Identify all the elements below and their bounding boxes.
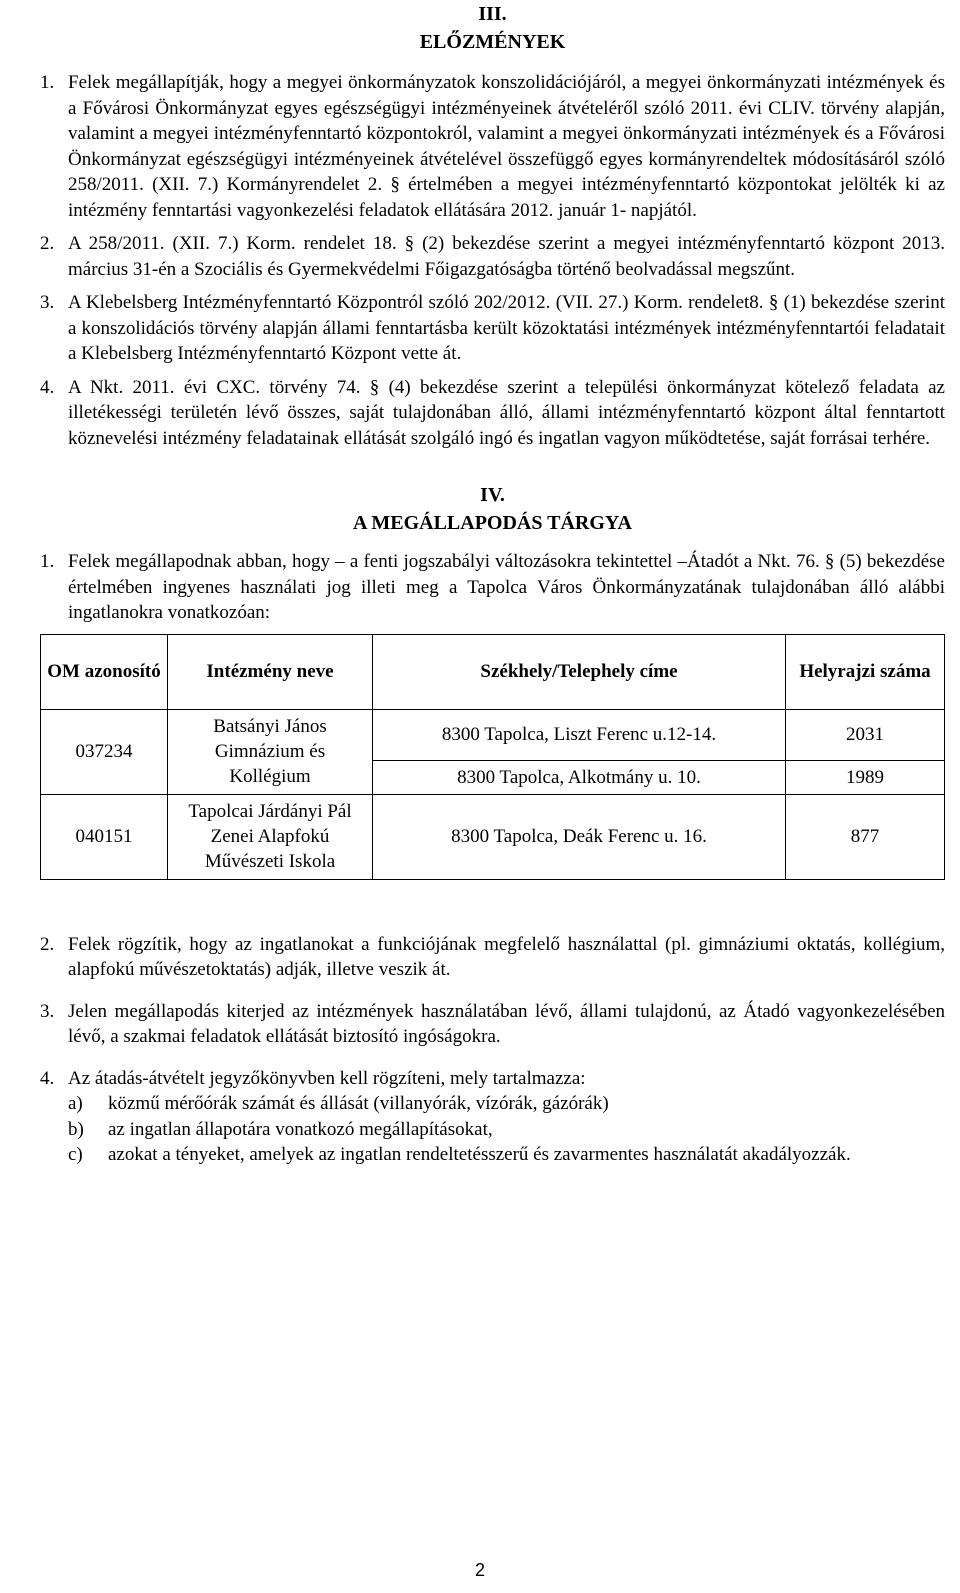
name-cell: Tapolcai Járdányi Pál Zenei Alapfokú Művészeti Iskola (168, 794, 373, 879)
section-4-item-2 (40, 932, 945, 983)
address-cell: 8300 Tapolca, Liszt Ferenc u.12-14. (373, 709, 786, 760)
item-text: Az átadás-átvételt jegyzőkönyvben kell rögzíteni, mely tartalmazza: (68, 1067, 586, 1089)
hrsz-cell: 1989 (786, 760, 945, 794)
item-number: 4. (40, 376, 55, 398)
om-cell: 040151 (41, 794, 168, 879)
list-item-letter: a) (68, 1093, 83, 1114)
list-item-text: az ingatlan állapotára vonatkozó megállapításokat, (108, 1118, 493, 1140)
item-number: 3. (40, 292, 55, 313)
list-item (40, 1091, 945, 1117)
section-3-item-1 (40, 70, 945, 223)
section-3-roman: III. (478, 3, 507, 25)
table-header-row (41, 634, 945, 709)
section-3-item-4 (40, 375, 945, 452)
table-row (41, 794, 945, 879)
section-3-item-3 (40, 290, 945, 367)
list-item (40, 1117, 945, 1143)
item-text: A 258/2011. (XII. 7.) Korm. rendelet 18. § (2) bekezdése szerint a megyei intézményfenntartó központ 2013. március 31-én a Szociális és Gyermekvédelmi Főigazgatóságba történő beolvadással megszűnt. (68, 233, 945, 280)
om-cell: 037234 (41, 709, 168, 794)
item-number: 1. (40, 72, 55, 93)
item-number: 4. (40, 1067, 55, 1089)
item-number: 2. (40, 233, 55, 254)
section-4-title: A MEGÁLLAPODÁS TÁRGYA (353, 512, 632, 534)
section-4-item-3 (40, 999, 945, 1050)
item-text: A Klebelsberg Intézményfenntartó Központról szóló 202/2012. (VII. 27.) Korm. rendelet8. § (1) bekezdése szerint a konszolidációs törvény alapján állami fenntartásba került közoktatási intézmények intézményfenntartói feladatait a Klebelsberg Intézményfenntartó Központ vette át. (68, 292, 945, 364)
list-item-letter: c) (68, 1144, 83, 1165)
header-hrsz: Helyrajzi száma (786, 634, 945, 709)
header-address: Székhely/Telephely címe (373, 634, 786, 709)
page-number: 2 (474, 1560, 485, 1580)
section-4-item-1 (40, 549, 945, 626)
item-number: 1. (40, 551, 55, 572)
list-item-text: közmű mérőórák számát és állását (villanyórák, vízórák, gázórák) (108, 1093, 609, 1114)
document-page (40, 0, 945, 1168)
section-3-item-2 (40, 231, 945, 282)
hrsz-cell: 2031 (786, 709, 945, 760)
section-4-roman: IV. (480, 484, 505, 506)
item-text: Felek megállapodnak abban, hogy – a fenti jogszabályi változásokra tekintettel –Átadót a Nkt. 76. § (5) bekezdése értelmében ingyenes használati jog illeti meg a Tapolca Város Önkormányzatának tulajdonában álló alábbi ingatlanokra vonatkozóan: (68, 551, 945, 623)
table-row (41, 709, 945, 760)
item-number: 3. (40, 1000, 55, 1022)
item-text: Felek megállapítják, hogy a megyei önkormányzatok konszolidációjáról, a megyei önkormányzati intézmények és a Fővárosi Önkormányzat egyes egészségügyi intézményeinek átvételéről szóló 2011. évi CLIV. törvény alapján, valamint a megyei intézményfenntartó központokról, valamint a megyei önkormányzati intézmények és a Fővárosi Önkormányzat egészségügyi intézményeinek átvételével összefüggő egyes kormányrendeltek módosításáról szóló 258/2011. (XII. 7.) Kormányrendelet 2. § értelmében a megyei intézményfenntartó központokat jelölték ki az intézmény fenntartási vagyonkezelési feladatok ellátására 2012. január 1- napjától. (68, 72, 945, 221)
section-4-item-4 (40, 1066, 945, 1092)
list-item-text: azokat a tényeket, amelyek az ingatlan rendeltetésszerű és zavarmentes használatát akadályozzák. (108, 1144, 851, 1165)
address-cell: 8300 Tapolca, Alkotmány u. 10. (373, 760, 786, 794)
address-cell: 8300 Tapolca, Deák Ferenc u. 16. (373, 794, 786, 879)
item-text: Jelen megállapodás kiterjed az intézmények használatában lévő, állami tulajdonú, az Átadó vagyonkezelésében lévő, a szakmai feladatok ellátását biztosító ingóságokra. (68, 1000, 945, 1047)
item-number: 2. (40, 933, 55, 955)
header-name: Intézmény neve (168, 634, 373, 709)
header-om: OM azonosító (41, 634, 168, 709)
item-text: Felek rögzítik, hogy az ingatlanokat a funkciójának megfelelő használattal (pl. gimnáziumi oktatás, kollégium, alapfokú művészetoktatás) adják, illetve veszik át. (68, 933, 945, 980)
list-item-letter: b) (68, 1118, 84, 1140)
name-cell: Batsányi János Gimnázium és Kollégium (168, 709, 373, 794)
protocol-contents-list (40, 1091, 945, 1168)
hrsz-cell: 877 (786, 794, 945, 879)
property-table (40, 634, 945, 880)
item-text: A Nkt. 2011. évi CXC. törvény 74. § (4) bekezdése szerint a települési önkormányzat kötelező feladata az illetékességi területén lévő összes, saját tulajdonában álló, állami intézményfenntartó központ által fenntartott köznevelési intézmény feladatainak ellátását szolgáló ingó és ingatlan vagyon működtetése, saját forrásai terhére. (68, 376, 945, 449)
list-item (40, 1142, 945, 1168)
section-3-title: ELŐZMÉNYEK (419, 31, 566, 53)
